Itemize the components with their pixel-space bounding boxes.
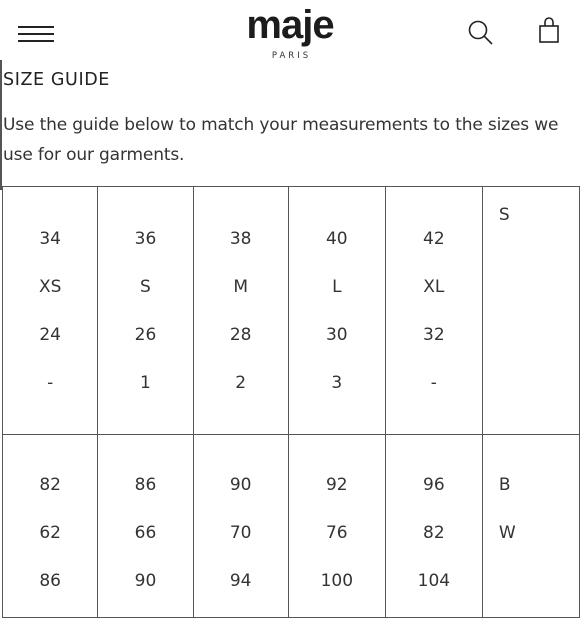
brand-logo[interactable] — [200, 2, 380, 62]
cell-value: 34 — [39, 229, 61, 249]
logo-subtitle: PARIS — [271, 51, 312, 61]
intro-text: Use the guide below to match your measurements to the sizes we use for our garments. — [3, 115, 559, 165]
table-row — [3, 187, 580, 435]
table-cell — [98, 435, 193, 618]
cell-value: 2 — [235, 373, 247, 393]
cell-value: 40 — [325, 229, 348, 249]
page-title: SIZE GUIDE — [3, 70, 110, 90]
shopping-bag-icon[interactable] — [534, 14, 564, 48]
cell-value: 82 — [39, 475, 61, 495]
table-cell — [482, 435, 579, 618]
hamburger-menu-icon[interactable] — [16, 22, 56, 44]
cell-value: 24 — [39, 325, 61, 345]
cell-value: 86 — [39, 571, 61, 591]
table-cell — [482, 187, 579, 435]
cell-value: 96 — [423, 475, 445, 495]
cell-value: 38 — [229, 229, 252, 249]
cell-value: XS — [38, 277, 62, 297]
cell-value: - — [430, 373, 437, 393]
cell-value: 3 — [331, 373, 343, 393]
cell-value: L — [332, 277, 342, 297]
cell-value: 36 — [134, 229, 157, 249]
cell-value: 26 — [134, 325, 157, 345]
cell-value: 30 — [325, 325, 348, 345]
cell-value: 100 — [320, 571, 354, 591]
cell-value: 32 — [423, 325, 445, 345]
cell-value: S — [140, 277, 151, 297]
cell-value: 90 — [134, 571, 157, 591]
logo-wordmark: maje — [246, 3, 334, 47]
cell-value: B — [498, 475, 511, 495]
site-header — [0, 0, 580, 68]
table-row — [3, 435, 580, 618]
cell-value: 62 — [39, 523, 61, 543]
table-cell — [3, 435, 98, 618]
cell-value: 86 — [134, 475, 157, 495]
cell-value: 76 — [325, 523, 348, 543]
table-cell — [98, 187, 193, 435]
cell-value: 70 — [229, 523, 252, 543]
table-cell — [193, 435, 288, 618]
cell-value: XL — [423, 277, 445, 297]
size-table — [2, 186, 580, 618]
menu-line — [18, 26, 54, 28]
cell-value: 94 — [229, 571, 252, 591]
table-cell — [385, 435, 482, 618]
cell-value: 42 — [423, 229, 445, 249]
menu-line — [18, 33, 54, 35]
cell-value: 92 — [325, 475, 348, 495]
cell-value: W — [498, 523, 516, 543]
cell-value: 82 — [423, 523, 445, 543]
cell-value: 104 — [417, 571, 451, 591]
menu-line — [18, 40, 54, 42]
cell-value: M — [233, 277, 248, 297]
cell-value: S — [498, 205, 510, 225]
cell-value: 90 — [229, 475, 252, 495]
table-cell — [3, 187, 98, 435]
table-cell — [288, 435, 385, 618]
search-icon[interactable] — [466, 18, 496, 48]
left-border-line — [0, 60, 2, 190]
cell-value: 66 — [134, 523, 157, 543]
table-cell — [385, 187, 482, 435]
cell-value: - — [47, 373, 54, 393]
cell-value: 1 — [140, 373, 151, 393]
table-cell — [288, 187, 385, 435]
table-cell — [193, 187, 288, 435]
cell-value: 28 — [229, 325, 252, 345]
